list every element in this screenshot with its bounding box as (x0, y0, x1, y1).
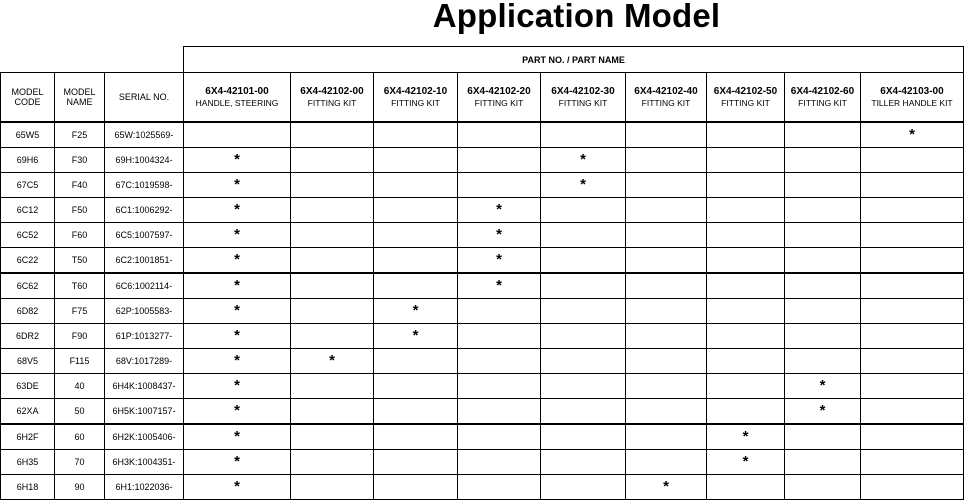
cell-part-5 (626, 450, 707, 475)
cell-code: 68V5 (1, 349, 55, 374)
cell-part-3 (458, 349, 541, 374)
header-serial-no: SERIAL NO. (105, 73, 184, 123)
cell-part-1 (291, 475, 374, 500)
cell-part-7 (785, 173, 861, 198)
table-row (1, 248, 964, 274)
cell-name: T60 (55, 273, 105, 299)
part-name: FITTING KIT (558, 97, 608, 108)
cell-part-2 (374, 198, 458, 223)
cell-part-8 (861, 223, 964, 248)
part-name: FITTING KIT (474, 97, 524, 108)
cell-serial: 6H3K:1004351- (105, 450, 184, 475)
cell-part-1 (291, 424, 374, 450)
cell-part-6 (707, 349, 785, 374)
header-part-1 (291, 73, 374, 123)
header-part-3 (458, 73, 541, 123)
header-part-7 (785, 73, 861, 123)
cell-part-5 (626, 198, 707, 223)
cell-part-6 (707, 248, 785, 274)
header-part-2 (374, 73, 458, 123)
cell-part-5 (626, 324, 707, 349)
applicable-mark: * (458, 248, 541, 274)
applicable-mark: * (184, 424, 291, 450)
cell-part-1 (291, 299, 374, 324)
cell-name: F30 (55, 148, 105, 173)
cell-part-8 (861, 424, 964, 450)
cell-part-1 (291, 399, 374, 425)
applicable-mark: * (861, 122, 964, 148)
applicable-mark: * (184, 248, 291, 274)
cell-part-2 (374, 450, 458, 475)
cell-part-4 (541, 324, 626, 349)
cell-name: F40 (55, 173, 105, 198)
cell-code: 6C62 (1, 273, 55, 299)
part-number: 6X4-42102-20 (467, 85, 531, 97)
applicable-mark: * (184, 475, 291, 500)
cell-code: 69H6 (1, 148, 55, 173)
applicable-mark: * (458, 198, 541, 223)
cell-code: 6C22 (1, 248, 55, 274)
cell-serial: 6H2K:1005406- (105, 424, 184, 450)
applicable-mark: * (184, 374, 291, 399)
part-name: FITTING KIT (641, 97, 691, 108)
cell-part-2 (374, 475, 458, 500)
applicable-mark: * (184, 349, 291, 374)
applicable-mark: * (374, 324, 458, 349)
part-name: FITTING KIT (721, 97, 770, 108)
cell-code: 67C5 (1, 173, 55, 198)
applicable-mark: * (458, 223, 541, 248)
cell-part-7 (785, 148, 861, 173)
cell-part-1 (291, 198, 374, 223)
column-header-row (1, 73, 964, 123)
cell-part-2 (374, 173, 458, 198)
applicable-mark: * (184, 450, 291, 475)
cell-part-5 (626, 424, 707, 450)
cell-part-4 (541, 299, 626, 324)
cell-part-1 (291, 173, 374, 198)
header-part-0 (184, 73, 291, 123)
cell-code: 6DR2 (1, 324, 55, 349)
cell-part-7 (785, 223, 861, 248)
cell-part-6 (707, 173, 785, 198)
applicable-mark: * (184, 299, 291, 324)
cell-serial: 61P:1013277- (105, 324, 184, 349)
cell-part-8 (861, 349, 964, 374)
cell-part-1 (291, 248, 374, 274)
part-group-header-row (1, 47, 964, 73)
part-number: 6X4-42102-60 (790, 85, 855, 97)
cell-part-2 (374, 248, 458, 274)
cell-part-5 (626, 223, 707, 248)
cell-code: 6C52 (1, 223, 55, 248)
cell-code: 6H18 (1, 475, 55, 500)
page-title-wrap (0, 0, 965, 38)
part-name: FITTING KIT (798, 97, 847, 108)
table-row (1, 299, 964, 324)
cell-part-6 (707, 374, 785, 399)
cell-part-7 (785, 299, 861, 324)
applicable-mark: * (374, 299, 458, 324)
cell-serial: 6H4K:1008437- (105, 374, 184, 399)
cell-part-2 (374, 424, 458, 450)
table-row (1, 198, 964, 223)
cell-name: 90 (55, 475, 105, 500)
cell-part-5 (626, 399, 707, 425)
table-row (1, 374, 964, 399)
part-number: 6X4-42102-00 (300, 85, 364, 97)
applicable-mark: * (626, 475, 707, 500)
part-number: 6X4-42103-00 (880, 85, 944, 97)
applicable-mark: * (785, 399, 861, 425)
cell-name: 70 (55, 450, 105, 475)
cell-part-3 (458, 299, 541, 324)
applicable-mark: * (184, 173, 291, 198)
cell-part-5 (626, 374, 707, 399)
cell-serial: 6H1:1022036- (105, 475, 184, 500)
cell-part-3 (458, 148, 541, 173)
cell-part-6 (707, 324, 785, 349)
cell-part-2 (374, 349, 458, 374)
cell-serial: 68V:1017289- (105, 349, 184, 374)
cell-part-3 (458, 122, 541, 148)
cell-part-2 (374, 374, 458, 399)
cell-part-4 (541, 122, 626, 148)
cell-name: F50 (55, 198, 105, 223)
applicable-mark: * (541, 148, 626, 173)
cell-part-3 (458, 324, 541, 349)
cell-part-7 (785, 349, 861, 374)
cell-part-4 (541, 399, 626, 425)
part-number: 6X4-42102-30 (551, 85, 615, 97)
cell-name: F60 (55, 223, 105, 248)
cell-name: T50 (55, 248, 105, 274)
cell-part-2 (374, 223, 458, 248)
table-row (1, 349, 964, 374)
applicable-mark: * (458, 273, 541, 299)
cell-part-6 (707, 273, 785, 299)
cell-code: 65W5 (1, 122, 55, 148)
cell-part-7 (785, 450, 861, 475)
cell-part-8 (861, 248, 964, 274)
applicable-mark: * (184, 198, 291, 223)
table-row (1, 424, 964, 450)
header-model-name: MODEL NAME (55, 73, 105, 123)
applicable-mark: * (541, 173, 626, 198)
cell-part-8 (861, 173, 964, 198)
part-name: FITTING KIT (307, 97, 357, 108)
cell-part-4 (541, 198, 626, 223)
cell-part-8 (861, 148, 964, 173)
cell-code: 6C12 (1, 198, 55, 223)
applicable-mark: * (184, 148, 291, 173)
table-row (1, 273, 964, 299)
cell-code: 6H2F (1, 424, 55, 450)
cell-name: 60 (55, 424, 105, 450)
applicable-mark: * (707, 450, 785, 475)
cell-part-3 (458, 424, 541, 450)
applicable-mark: * (184, 223, 291, 248)
cell-part-7 (785, 324, 861, 349)
cell-name: 40 (55, 374, 105, 399)
cell-serial: 6C5:1007597- (105, 223, 184, 248)
cell-serial: 6C1:1006292- (105, 198, 184, 223)
cell-part-5 (626, 273, 707, 299)
cell-part-1 (291, 148, 374, 173)
part-name: FITTING KIT (391, 97, 440, 108)
cell-part-7 (785, 198, 861, 223)
cell-part-1 (291, 324, 374, 349)
applicable-mark: * (184, 324, 291, 349)
cell-part-3 (458, 399, 541, 425)
cell-part-0 (184, 122, 291, 148)
cell-part-6 (707, 198, 785, 223)
cell-part-5 (626, 349, 707, 374)
cell-serial: 6C2:1001851- (105, 248, 184, 274)
header-part-8 (861, 73, 964, 123)
part-name: HANDLE, STEERING (195, 97, 279, 108)
table-body (1, 47, 964, 500)
cell-name: F90 (55, 324, 105, 349)
cell-code: 62XA (1, 399, 55, 425)
part-number: 6X4-42102-40 (634, 85, 698, 97)
cell-part-6 (707, 399, 785, 425)
cell-name: F75 (55, 299, 105, 324)
table-row (1, 122, 964, 148)
cell-part-2 (374, 399, 458, 425)
cell-part-6 (707, 122, 785, 148)
cell-part-8 (861, 374, 964, 399)
cell-part-3 (458, 374, 541, 399)
cell-part-5 (626, 173, 707, 198)
cell-part-8 (861, 450, 964, 475)
cell-serial: 67C:1019598- (105, 173, 184, 198)
cell-part-5 (626, 148, 707, 173)
cell-part-8 (861, 299, 964, 324)
cell-part-4 (541, 374, 626, 399)
cell-part-8 (861, 273, 964, 299)
cell-part-7 (785, 424, 861, 450)
cell-serial: 69H:1004324- (105, 148, 184, 173)
cell-part-3 (458, 475, 541, 500)
cell-part-4 (541, 223, 626, 248)
cell-part-6 (707, 223, 785, 248)
cell-part-2 (374, 273, 458, 299)
application-model-table (0, 46, 964, 500)
cell-serial: 65W:1025569- (105, 122, 184, 148)
cell-part-6 (707, 148, 785, 173)
cell-name: F115 (55, 349, 105, 374)
cell-part-5 (626, 248, 707, 274)
applicable-mark: * (707, 424, 785, 450)
cell-part-7 (785, 273, 861, 299)
header-part-4 (541, 73, 626, 123)
table-row (1, 475, 964, 500)
cell-serial: 6H5K:1007157- (105, 399, 184, 425)
page-title: Application Model (432, 0, 721, 34)
cell-part-3 (458, 450, 541, 475)
cell-part-5 (626, 122, 707, 148)
table-row (1, 399, 964, 425)
cell-part-7 (785, 122, 861, 148)
cell-part-8 (861, 399, 964, 425)
cell-part-1 (291, 273, 374, 299)
cell-part-8 (861, 475, 964, 500)
part-number: 6X4-42102-10 (383, 85, 448, 97)
cell-part-1 (291, 223, 374, 248)
header-model-code: MODEL CODE (1, 73, 55, 123)
cell-part-4 (541, 475, 626, 500)
applicable-mark: * (184, 273, 291, 299)
cell-part-6 (707, 475, 785, 500)
part-number: 6X4-42101-00 (205, 85, 269, 97)
cell-part-2 (374, 122, 458, 148)
cell-part-1 (291, 122, 374, 148)
cell-part-5 (626, 299, 707, 324)
applicable-mark: * (785, 374, 861, 399)
table-row (1, 173, 964, 198)
cell-part-8 (861, 324, 964, 349)
applicable-mark: * (291, 349, 374, 374)
table-row (1, 324, 964, 349)
cell-part-4 (541, 450, 626, 475)
cell-serial: 62P:1005583- (105, 299, 184, 324)
table-row (1, 223, 964, 248)
cell-part-1 (291, 450, 374, 475)
cell-part-4 (541, 424, 626, 450)
cell-code: 6H35 (1, 450, 55, 475)
cell-part-8 (861, 198, 964, 223)
cell-part-2 (374, 148, 458, 173)
part-name: TILLER HANDLE KIT (871, 97, 953, 108)
cell-name: F25 (55, 122, 105, 148)
cell-part-4 (541, 273, 626, 299)
header-part-6 (707, 73, 785, 123)
table-row (1, 450, 964, 475)
cell-part-7 (785, 475, 861, 500)
table-row (1, 148, 964, 173)
blank-corner (1, 47, 184, 73)
cell-serial: 6C6:1002114- (105, 273, 184, 299)
cell-code: 63DE (1, 374, 55, 399)
applicable-mark: * (184, 399, 291, 425)
cell-part-4 (541, 349, 626, 374)
cell-part-1 (291, 374, 374, 399)
part-group-header: PART NO. / PART NAME (184, 47, 964, 73)
header-part-5 (626, 73, 707, 123)
cell-code: 6D82 (1, 299, 55, 324)
cell-part-4 (541, 248, 626, 274)
cell-part-3 (458, 173, 541, 198)
cell-part-7 (785, 248, 861, 274)
part-number: 6X4-42102-50 (713, 85, 778, 97)
cell-name: 50 (55, 399, 105, 425)
cell-part-6 (707, 299, 785, 324)
